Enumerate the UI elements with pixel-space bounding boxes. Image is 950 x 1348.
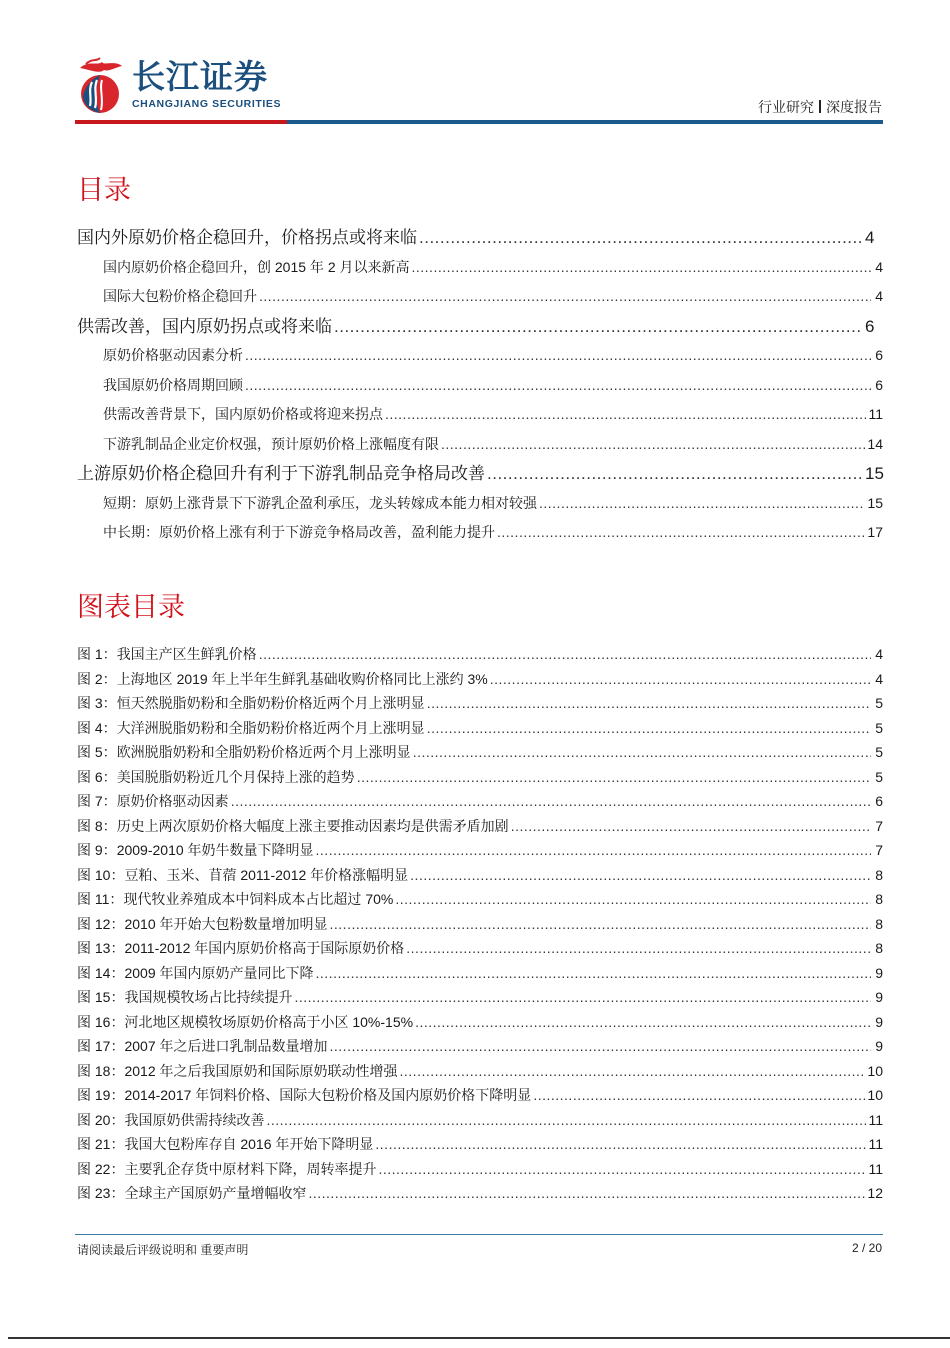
- figure-label: 图 13：: [77, 940, 125, 956]
- header-bar-blue: [287, 120, 883, 124]
- figure-entry[interactable]: [77, 1181, 883, 1206]
- figure-title: 2010 年开始大包粉数量增加明显: [124, 915, 328, 932]
- figure-page: 4: [875, 670, 883, 687]
- dot-leader: [375, 1132, 866, 1157]
- toc-entry-level2[interactable]: [77, 282, 883, 312]
- figure-entry[interactable]: [77, 1083, 883, 1108]
- dot-leader: [266, 1108, 866, 1133]
- figure-label: 图 3：: [77, 695, 117, 711]
- figure-page: 7: [875, 817, 883, 834]
- page-indicator: 2 / 20: [851, 1241, 882, 1255]
- figure-page: 11: [868, 1160, 883, 1177]
- figure-page: 5: [875, 719, 883, 736]
- toc-entry-title: 短期：原奶上涨背景下下游乳企盈利承压，龙头转嫁成本能力相对较强: [103, 494, 537, 511]
- toc-title: 目录: [77, 175, 131, 205]
- figure-page: 5: [875, 695, 883, 711]
- dot-leader: [487, 459, 863, 489]
- toc-entry-title: 下游乳制品企业定价权强，预计原奶价格上涨幅度有限: [103, 435, 439, 452]
- figure-title: 现代牧业养殖成本中饲料成本占比超过 70%: [123, 891, 394, 907]
- toc-entry-page: 6: [865, 316, 875, 336]
- figure-title: 2014-2017 年饲料价格、国际大包粉价格及国内原奶价格下降明显: [124, 1087, 532, 1103]
- figure-title: 主要乳企存货中原材料下降，周转率提升: [124, 1160, 377, 1177]
- figure-page: 6: [875, 793, 883, 809]
- toc-entry-title: 供需改善，国内原奶拐点或将来临: [77, 316, 332, 336]
- figure-title: 河北地区规模牧场原奶价格高于小区 10%-15%: [124, 1013, 414, 1030]
- figure-entry[interactable]: [77, 961, 883, 986]
- figure-page: 11: [868, 1136, 883, 1152]
- figure-label: 图 15：: [77, 989, 125, 1005]
- figure-entry[interactable]: [77, 838, 883, 863]
- figure-entry[interactable]: [77, 642, 883, 667]
- figure-label: 图 9：: [77, 842, 117, 858]
- figure-entry[interactable]: [77, 740, 883, 765]
- figure-label: 图 23：: [77, 1185, 125, 1201]
- toc-entry-title: 国内原奶价格企稳回升，创 2015 年 2 月以来新高: [103, 258, 410, 275]
- dot-leader: [330, 912, 871, 937]
- figure-entry[interactable]: [77, 936, 883, 961]
- figure-page: 5: [875, 768, 883, 785]
- figure-title: 豆粕、玉米、苜蓿 2011-2012 年价格涨幅明显: [124, 866, 409, 883]
- figure-label: 图 18：: [77, 1062, 125, 1079]
- dot-leader: [441, 430, 865, 460]
- logo-english-name: CHANGJIANG SECURITIES: [132, 98, 282, 110]
- figure-page: 11: [868, 1111, 883, 1128]
- figure-title: 2012 年之后我国原奶和国际原奶联动性增强: [124, 1062, 398, 1079]
- toc-entry-level2[interactable]: [77, 400, 883, 430]
- dot-leader: [308, 1181, 865, 1206]
- dot-leader: [316, 961, 871, 986]
- toc-entry-page: 4: [875, 288, 883, 304]
- figure-page: 8: [875, 940, 883, 956]
- figure-label: 图 7：: [77, 793, 117, 809]
- figure-entry[interactable]: [77, 1132, 883, 1157]
- figure-label: 图 17：: [77, 1038, 125, 1054]
- figure-page: 9: [875, 1038, 883, 1054]
- toc-entry-page: 4: [865, 228, 875, 247]
- figure-label: 图 21：: [77, 1136, 125, 1152]
- page-bottom-rule: [8, 1337, 950, 1339]
- toc-entry-title: 上游原奶价格企稳回升有利于下游乳制品竞争格局改善: [77, 464, 485, 483]
- figure-title: 欧洲脱脂奶粉和全脂奶粉价格近两个月上涨明显: [116, 744, 411, 760]
- figure-title: 恒天然脱脂奶粉和全脂奶粉价格近两个月上涨明显: [116, 695, 425, 711]
- figure-title: 大洋洲脱脂奶粉和全脂奶粉价格近两个月上涨明显: [116, 719, 425, 736]
- figure-title: 2007 年之后进口乳制品数量增加: [124, 1038, 328, 1054]
- figure-entry[interactable]: [77, 912, 883, 937]
- footer-disclaimer[interactable]: 请阅读最后评级说明和 重要声明: [77, 1243, 249, 1257]
- figure-title: 美国脱脂奶粉近几个月保持上涨的趋势: [116, 768, 355, 785]
- figure-entry[interactable]: [77, 863, 883, 888]
- figure-entry[interactable]: [77, 667, 883, 692]
- figure-label: 图 12：: [77, 915, 125, 932]
- figure-entry[interactable]: [77, 985, 883, 1010]
- company-logo: [74, 56, 294, 116]
- toc-entry-title: 中长期：原奶价格上涨有利于下游竞争格局改善，盈利能力提升: [103, 524, 495, 540]
- toc-entry-page: 15: [865, 464, 884, 483]
- dot-leader: [316, 838, 871, 863]
- figure-page: 9: [875, 1013, 883, 1030]
- toc-entry-page: 15: [867, 494, 883, 511]
- dot-leader: [330, 1034, 871, 1059]
- dot-leader: [259, 282, 871, 312]
- toc-entry-page: 14: [867, 435, 883, 452]
- dot-leader: [245, 371, 871, 401]
- dot-leader: [490, 667, 871, 692]
- figure-entry[interactable]: [77, 1157, 883, 1182]
- figure-label: 图 5：: [77, 744, 117, 760]
- figure-page: 10: [867, 1087, 883, 1103]
- figure-entry[interactable]: [77, 887, 883, 912]
- dot-leader: [385, 400, 866, 430]
- figure-page: 12: [867, 1185, 883, 1201]
- toc-entry-level2[interactable]: [77, 489, 883, 519]
- dot-leader: [539, 489, 865, 519]
- figure-title: 我国规模牧场占比持续提升: [124, 989, 293, 1005]
- dot-leader: [357, 765, 871, 790]
- toc-entry-level1[interactable]: [77, 312, 883, 342]
- figure-page: 10: [867, 1062, 883, 1079]
- figure-entry[interactable]: [77, 1108, 883, 1133]
- toc-entry-page: 17: [867, 524, 883, 540]
- report-kind: 深度报告: [826, 99, 882, 115]
- toc-entry-page: 6: [875, 376, 883, 393]
- figure-entry[interactable]: [77, 789, 883, 814]
- figure-label: 图 4：: [77, 719, 117, 736]
- toc-entry-level2[interactable]: [77, 518, 883, 548]
- figure-title: 历史上两次原奶价格大幅度上涨主要推动因素均是供需矛盾加剧: [116, 817, 509, 834]
- figure-entry[interactable]: [77, 716, 883, 741]
- logo-emblem-icon: [74, 56, 126, 114]
- dot-leader: [410, 863, 871, 888]
- toc-entry-level1[interactable]: [77, 223, 883, 253]
- figure-label: 图 22：: [77, 1160, 125, 1177]
- figure-page: 8: [875, 866, 883, 883]
- figure-entry[interactable]: [77, 691, 883, 716]
- divider: [819, 100, 821, 113]
- toc-entry-page: 4: [875, 258, 883, 275]
- toc-entry-title: 供需改善背景下，国内原奶价格或将迎来拐点: [103, 406, 383, 422]
- report-category: 行业研究: [758, 99, 814, 115]
- figure-label: 图 20：: [77, 1111, 125, 1128]
- toc-entry-level2[interactable]: [77, 341, 883, 371]
- figure-label: 图 11：: [77, 891, 124, 907]
- figure-label: 图 16：: [77, 1013, 125, 1030]
- dot-leader: [497, 518, 865, 548]
- figures-title: 图表目录: [77, 592, 185, 622]
- figure-title: 原奶价格驱动因素: [116, 793, 229, 809]
- figure-entry[interactable]: [77, 814, 883, 839]
- toc-entry-page: 6: [875, 347, 883, 363]
- dot-leader: [334, 312, 863, 342]
- toc-entry-title: 原奶价格驱动因素分析: [103, 347, 243, 363]
- report-type-label: [758, 97, 882, 117]
- figure-title: 2009 年国内原奶产量同比下降: [124, 964, 314, 981]
- figure-page: 8: [875, 891, 883, 907]
- figure-entry[interactable]: [77, 1059, 883, 1084]
- dot-leader: [427, 716, 871, 741]
- figure-entry[interactable]: [77, 1010, 883, 1035]
- header-bar-red: [75, 120, 287, 124]
- dot-leader: [412, 253, 872, 283]
- dot-leader: [395, 887, 871, 912]
- figure-page: 9: [875, 989, 883, 1005]
- figure-page: 8: [875, 915, 883, 932]
- dot-leader: [413, 740, 871, 765]
- dot-leader: [400, 1059, 866, 1084]
- figure-label: 图 14：: [77, 964, 125, 981]
- dot-leader: [419, 223, 863, 253]
- toc-list: [77, 223, 883, 548]
- figure-label: 图 2：: [77, 670, 117, 687]
- toc-entry-level2[interactable]: [77, 371, 883, 401]
- figure-entry[interactable]: [77, 1034, 883, 1059]
- figure-title: 2011-2012 年国内原奶价格高于国际原奶价格: [124, 940, 405, 956]
- figure-page: 4: [875, 646, 883, 662]
- logo-chinese-name: 长江证券: [132, 57, 268, 96]
- dot-leader: [415, 1010, 871, 1035]
- dot-leader: [378, 1157, 866, 1182]
- dot-leader: [259, 642, 871, 667]
- figure-title: 我国大包粉库存自 2016 年开始下降明显: [124, 1136, 374, 1152]
- figure-label: 图 6：: [77, 768, 117, 785]
- dot-leader: [406, 936, 871, 961]
- toc-entry-level1[interactable]: [77, 459, 883, 489]
- dot-leader: [294, 985, 871, 1010]
- toc-entry-page: 11: [868, 406, 883, 422]
- figure-title: 我国原奶供需持续改善: [124, 1111, 265, 1128]
- figure-label: 图 10：: [77, 866, 125, 883]
- figure-title: 上海地区 2019 年上半年生鲜乳基础收购价格同比上涨约 3%: [116, 670, 488, 687]
- figure-title: 全球主产国原奶产量增幅收窄: [124, 1185, 307, 1201]
- figure-label: 图 8：: [77, 817, 117, 834]
- dot-leader: [245, 341, 871, 371]
- figure-title: 2009-2010 年奶牛数量下降明显: [116, 842, 314, 858]
- figure-title: 我国主产区生鲜乳价格: [116, 646, 257, 662]
- figures-list: [77, 642, 883, 1206]
- dot-leader: [511, 814, 871, 839]
- dot-leader: [427, 691, 871, 716]
- toc-entry-level2[interactable]: [77, 253, 883, 283]
- dot-leader: [231, 789, 871, 814]
- dot-leader: [533, 1083, 865, 1108]
- figure-page: 5: [875, 744, 883, 760]
- toc-entry-level2[interactable]: [77, 430, 883, 460]
- figure-entry[interactable]: [77, 765, 883, 790]
- figure-label: 图 19：: [77, 1087, 125, 1103]
- figure-page: 9: [875, 964, 883, 981]
- footer-divider: [75, 1234, 883, 1235]
- toc-entry-title: 国际大包粉价格企稳回升: [103, 288, 257, 304]
- toc-entry-title: 国内外原奶价格企稳回升，价格拐点或将来临: [77, 228, 417, 247]
- figure-page: 7: [875, 842, 883, 858]
- toc-entry-title: 我国原奶价格周期回顾: [103, 376, 243, 393]
- figure-label: 图 1：: [77, 646, 117, 662]
